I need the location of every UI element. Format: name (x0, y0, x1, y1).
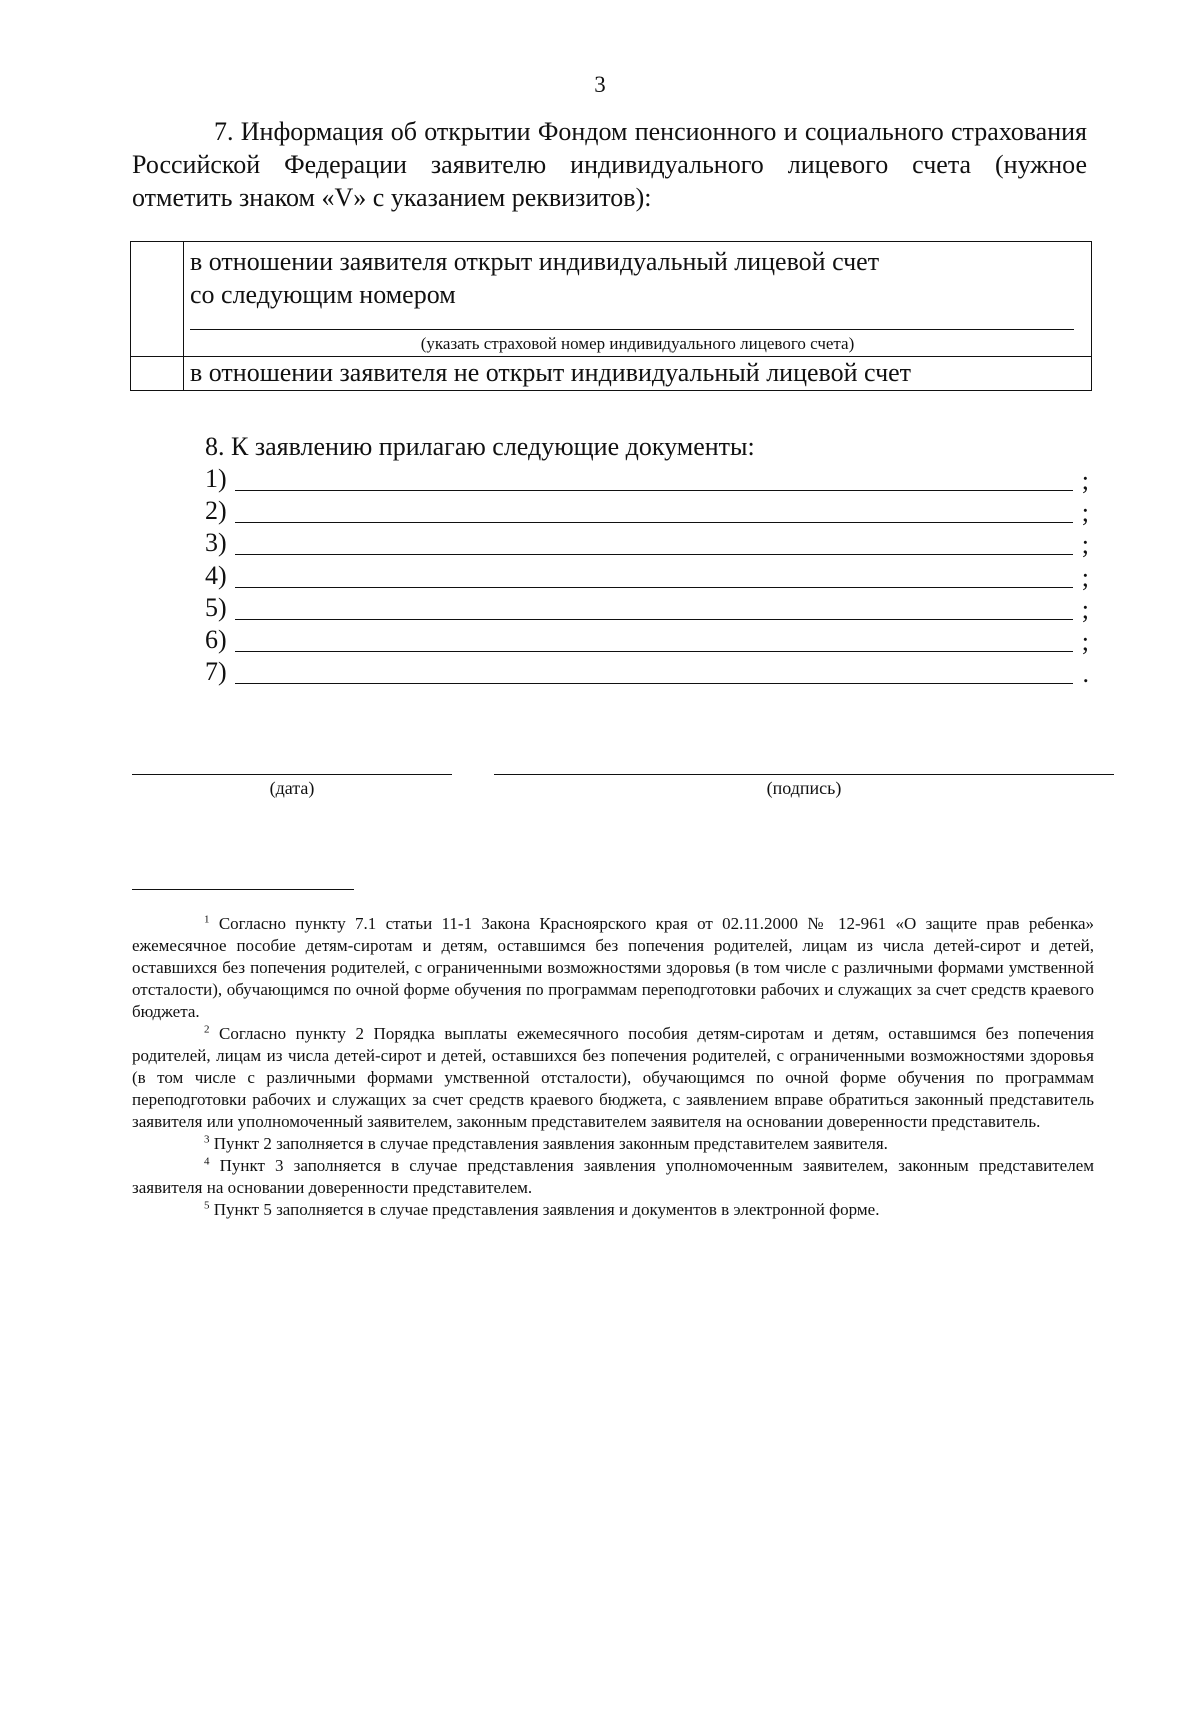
account-options-table (130, 241, 1092, 391)
section-8-heading: 8. К заявлению прилагаю следующие документы: (205, 432, 755, 461)
document-item-number: 5) (205, 592, 227, 622)
footnotes (132, 913, 1094, 1221)
section-7-heading (132, 115, 1087, 214)
document-item-field[interactable] (235, 619, 1073, 620)
document-item (205, 496, 1095, 528)
page-number: 3 (594, 72, 606, 97)
date-label: (дата) (269, 778, 315, 798)
footnote-mark: 1 (204, 913, 210, 926)
document-item-terminator: ; (1081, 498, 1089, 528)
footnote (132, 1023, 1094, 1133)
document-item-field[interactable] (235, 490, 1073, 491)
account-number-caption: (указать страховой номер индивидуального лицевого счета) (420, 334, 855, 353)
option-row-opened (131, 242, 1092, 357)
option-not-opened-cell (184, 357, 1092, 391)
document-item-number: 4) (205, 560, 227, 590)
document-item-terminator: ; (1081, 530, 1089, 560)
document-item (205, 593, 1095, 625)
option-opened-line1: в отношении заявителя открыт индивидуальный лицевой счет (190, 247, 880, 276)
option-opened-line2: со следующим номером (190, 280, 456, 309)
footnote-mark: 3 (204, 1133, 210, 1146)
document-item-terminator: ; (1081, 562, 1089, 592)
footnote-mark: 2 (204, 1023, 210, 1036)
footnote-text: Согласно пункту 2 Порядка выплаты ежемесячного пособия детям-сиротам и детям, оставшимся без попечения родителей, лицам из числа детей-сирот и детей, оставшихся без попечения родителей, с ограниченными возможностями здоровья (в том числе с различными формами умственной отсталости), обучающимся по очной форме обучения по программам переподготовки рабочих и служащих за счет средств краевого бюджета, с заявлением вправе обратиться законный представитель заявителя или уполномоченный заявителем, законным представителем заявителя на основании доверенности представитель. (132, 1024, 1094, 1131)
document-item-terminator: . (1082, 659, 1089, 689)
document-item (205, 625, 1095, 657)
document-item-number: 3) (205, 528, 227, 558)
signature-label: (подпись) (766, 778, 842, 798)
document-item-number: 7) (205, 657, 227, 687)
document-item (205, 561, 1095, 593)
document-item-number: 1) (205, 464, 227, 493)
option-not-opened-text: в отношении заявителя не открыт индивидуальный лицевой счет (190, 358, 912, 387)
footnote-text: Пункт 5 заполняется в случае представления заявления и документов в электронной форме. (213, 1200, 880, 1219)
footnote (132, 1133, 1094, 1155)
footnote (132, 1155, 1094, 1199)
signature-field[interactable] (494, 774, 1114, 775)
option-opened-text (184, 242, 1091, 311)
option-opened-checkbox[interactable] (131, 242, 184, 357)
footnote (132, 913, 1094, 1023)
footnote-separator (132, 889, 354, 890)
footnote (132, 1199, 1094, 1221)
document-item-terminator: ; (1081, 466, 1089, 495)
document-item (205, 528, 1095, 560)
footnote-mark: 5 (204, 1199, 210, 1212)
document-item-field[interactable] (235, 587, 1073, 588)
document-item (205, 464, 1095, 496)
document-item-field[interactable] (235, 554, 1073, 555)
section-7-text: 7. Информация об открытии Фондом пенсионного и социального страхования Российской Федерации заявителю индивидуального лицевого счета (нужное отметить знаком «V» с указанием реквизитов): (132, 117, 1087, 212)
footnote-text: Согласно пункту 7.1 статьи 11-1 Закона Красноярского края от 02.11.2000 № 12-961 «О защите прав ребенка» ежемесячное пособие детям-сиротам и детям, оставшимся без попечения родителей, лицам из числа детей-сирот и детей, оставшихся без попечения родителей, с ограниченными возможностями здоровья (в том числе с различными формами умственной отсталости), обучающимся по очной форме обучения по программам переподготовки рабочих и служащих за счет средств краевого бюджета. (132, 914, 1095, 1021)
document-item (205, 657, 1095, 689)
document-item-field[interactable] (235, 522, 1073, 523)
document-item-number: 6) (205, 625, 227, 654)
date-field[interactable] (132, 774, 452, 775)
option-opened-cell (184, 242, 1092, 357)
footnote-text: Пункт 2 заполняется в случае представления заявления законным представителем заявителя. (213, 1134, 888, 1153)
document-item-field[interactable] (235, 683, 1073, 684)
option-not-opened-checkbox[interactable] (131, 357, 184, 391)
document-item-terminator: ; (1081, 594, 1089, 624)
footnote-mark: 4 (204, 1155, 210, 1168)
document-item-terminator: ; (1081, 627, 1089, 656)
option-row-not-opened (131, 357, 1092, 391)
document-item-field[interactable] (235, 651, 1073, 652)
footnote-text: Пункт 3 заполняется в случае представления заявления уполномоченным заявителем, законным представителем заявителя на основании доверенности представителем. (132, 1156, 1094, 1197)
document-item-number: 2) (205, 496, 227, 526)
